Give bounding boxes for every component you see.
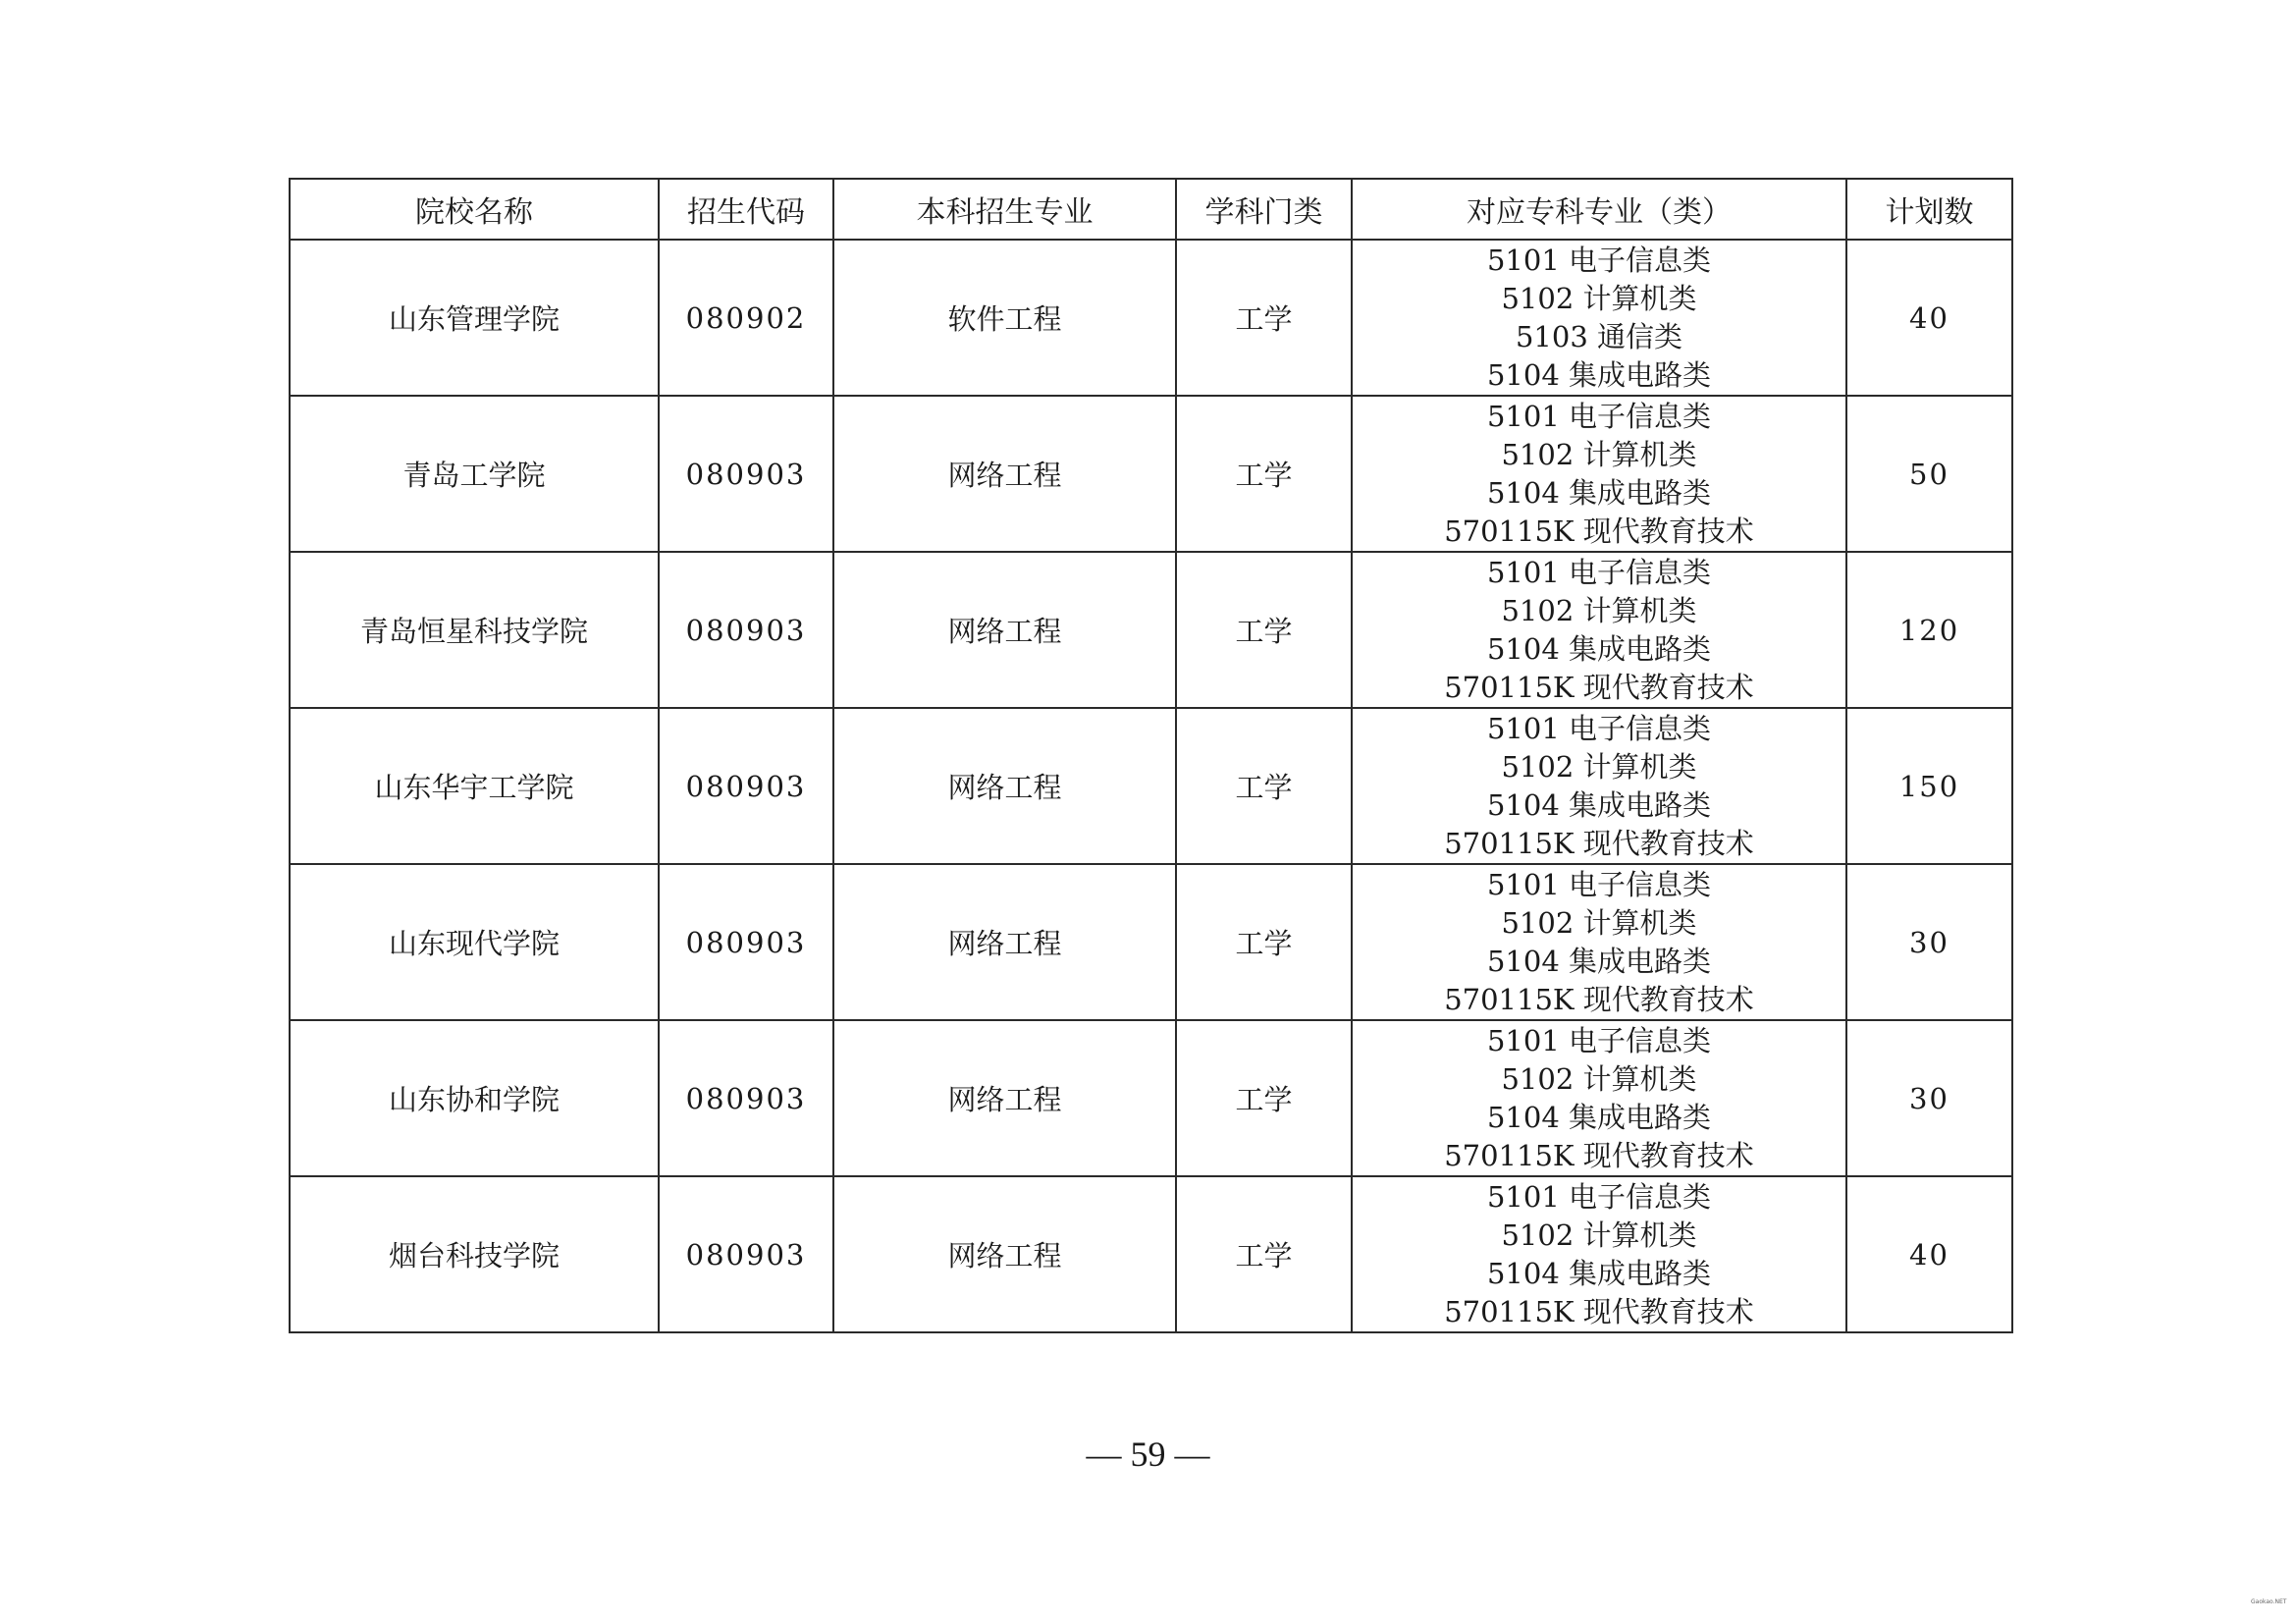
plan-count-cell: 40 bbox=[1846, 1176, 2012, 1332]
header-plan-count: 计划数 bbox=[1846, 179, 2012, 240]
related-major-item: 570115K 现代教育技术 bbox=[1444, 982, 1754, 1016]
enrollment-code-cell: 080903 bbox=[659, 708, 833, 864]
school-name-cell: 山东协和学院 bbox=[290, 1020, 659, 1176]
plan-count-cell: 120 bbox=[1846, 552, 2012, 708]
header-school-name: 院校名称 bbox=[290, 179, 659, 240]
watermark-logo: Gaokao.NET bbox=[2251, 1598, 2287, 1605]
related-major-item: 570115K 现代教育技术 bbox=[1444, 1294, 1754, 1328]
related-major-item: 5104 集成电路类 bbox=[1486, 1256, 1712, 1290]
plan-count-cell: 50 bbox=[1846, 396, 2012, 552]
category-cell: 工学 bbox=[1176, 1176, 1352, 1332]
header-enrollment-code: 招生代码 bbox=[659, 179, 833, 240]
related-majors-cell bbox=[1352, 552, 1846, 708]
related-major-item: 5102 计算机类 bbox=[1501, 593, 1697, 627]
table-row bbox=[290, 708, 2012, 864]
related-major-item: 570115K 现代教育技术 bbox=[1444, 670, 1754, 704]
related-major-item: 5101 电子信息类 bbox=[1486, 1023, 1712, 1057]
major-cell: 网络工程 bbox=[833, 864, 1176, 1020]
plan-count-cell: 30 bbox=[1846, 1020, 2012, 1176]
school-name-cell: 山东现代学院 bbox=[290, 864, 659, 1020]
related-major-item: 5101 电子信息类 bbox=[1486, 1179, 1712, 1214]
related-major-item: 5104 集成电路类 bbox=[1486, 787, 1712, 822]
header-related-junior-majors: 对应专科专业（类） bbox=[1352, 179, 1846, 240]
table-row bbox=[290, 396, 2012, 552]
related-major-item: 5104 集成电路类 bbox=[1486, 357, 1712, 392]
related-major-item: 5101 电子信息类 bbox=[1486, 243, 1712, 277]
related-majors-cell bbox=[1352, 1020, 1846, 1176]
related-major-item: 5102 计算机类 bbox=[1501, 1061, 1697, 1096]
enrollment-code-cell: 080903 bbox=[659, 396, 833, 552]
category-cell: 工学 bbox=[1176, 240, 1352, 396]
related-majors-cell bbox=[1352, 396, 1846, 552]
related-majors-cell bbox=[1352, 864, 1846, 1020]
enrollment-plan-table bbox=[289, 178, 2013, 1333]
school-name-cell: 青岛恒星科技学院 bbox=[290, 552, 659, 708]
related-major-item: 5104 集成电路类 bbox=[1486, 1100, 1712, 1134]
plan-count-cell: 30 bbox=[1846, 864, 2012, 1020]
related-major-item: 5104 集成电路类 bbox=[1486, 631, 1712, 666]
related-majors-cell bbox=[1352, 1176, 1846, 1332]
related-major-item: 570115K 现代教育技术 bbox=[1444, 514, 1754, 548]
table-row bbox=[290, 1020, 2012, 1176]
table-row bbox=[290, 240, 2012, 396]
table-header-row bbox=[290, 179, 2012, 240]
related-major-item: 5101 电子信息类 bbox=[1486, 399, 1712, 433]
related-major-item: 5102 计算机类 bbox=[1501, 749, 1697, 784]
plan-count-cell: 150 bbox=[1846, 708, 2012, 864]
related-majors-cell bbox=[1352, 708, 1846, 864]
enrollment-code-cell: 080902 bbox=[659, 240, 833, 396]
school-name-cell: 青岛工学院 bbox=[290, 396, 659, 552]
major-cell: 网络工程 bbox=[833, 552, 1176, 708]
major-cell: 软件工程 bbox=[833, 240, 1176, 396]
major-cell: 网络工程 bbox=[833, 396, 1176, 552]
related-major-item: 5102 计算机类 bbox=[1501, 905, 1697, 940]
related-major-item: 5102 计算机类 bbox=[1501, 281, 1697, 315]
enrollment-code-cell: 080903 bbox=[659, 1020, 833, 1176]
related-major-item: 5102 计算机类 bbox=[1501, 437, 1697, 471]
category-cell: 工学 bbox=[1176, 552, 1352, 708]
category-cell: 工学 bbox=[1176, 1020, 1352, 1176]
page-number: — 59 — bbox=[1086, 1435, 1210, 1474]
category-cell: 工学 bbox=[1176, 708, 1352, 864]
related-major-item: 5104 集成电路类 bbox=[1486, 944, 1712, 978]
table-row bbox=[290, 552, 2012, 708]
category-cell: 工学 bbox=[1176, 396, 1352, 552]
related-major-item: 5104 集成电路类 bbox=[1486, 475, 1712, 510]
category-cell: 工学 bbox=[1176, 864, 1352, 1020]
enrollment-code-cell: 080903 bbox=[659, 552, 833, 708]
related-major-item: 5101 电子信息类 bbox=[1486, 867, 1712, 901]
enrollment-code-cell: 080903 bbox=[659, 1176, 833, 1332]
table-row bbox=[290, 864, 2012, 1020]
header-discipline-category: 学科门类 bbox=[1176, 179, 1352, 240]
school-name-cell: 山东管理学院 bbox=[290, 240, 659, 396]
related-major-item: 5102 计算机类 bbox=[1501, 1218, 1697, 1252]
related-major-item: 5101 电子信息类 bbox=[1486, 555, 1712, 589]
enrollment-code-cell: 080903 bbox=[659, 864, 833, 1020]
school-name-cell: 山东华宇工学院 bbox=[290, 708, 659, 864]
related-major-item: 5103 通信类 bbox=[1515, 319, 1683, 353]
major-cell: 网络工程 bbox=[833, 1020, 1176, 1176]
related-major-item: 570115K 现代教育技术 bbox=[1444, 826, 1754, 860]
school-name-cell: 烟台科技学院 bbox=[290, 1176, 659, 1332]
related-majors-cell bbox=[1352, 240, 1846, 396]
related-major-item: 570115K 现代教育技术 bbox=[1444, 1138, 1754, 1172]
header-undergraduate-major: 本科招生专业 bbox=[833, 179, 1176, 240]
related-major-item: 5101 电子信息类 bbox=[1486, 711, 1712, 745]
major-cell: 网络工程 bbox=[833, 708, 1176, 864]
plan-count-cell: 40 bbox=[1846, 240, 2012, 396]
major-cell: 网络工程 bbox=[833, 1176, 1176, 1332]
table-body bbox=[290, 240, 2012, 1332]
table-row bbox=[290, 1176, 2012, 1332]
